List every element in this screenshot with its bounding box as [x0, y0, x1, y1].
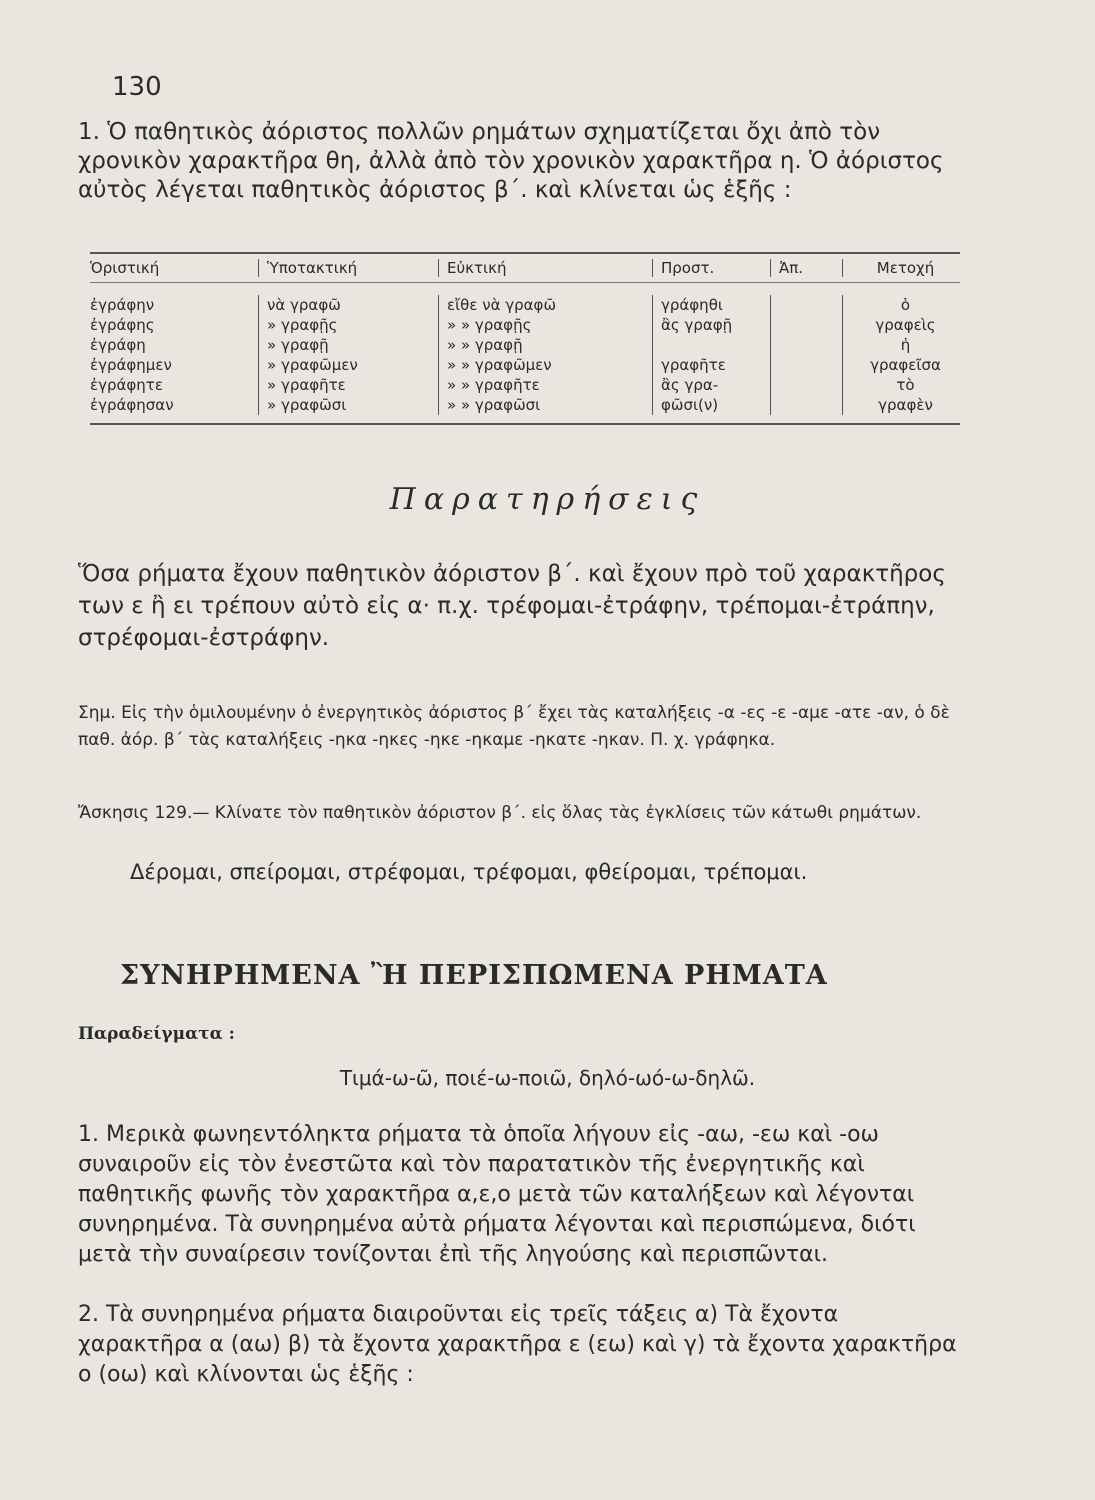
table-cell: ἐγράφησαν [90, 396, 174, 414]
table-cell [779, 335, 842, 355]
column-optative [438, 295, 652, 415]
table-cell [779, 355, 842, 375]
table-cell: » » γραφῶμεν [447, 356, 552, 374]
column-imperative [652, 295, 770, 415]
table-cell: » γραφῶμεν [267, 356, 358, 374]
header-indicative: Ὁριστική [90, 259, 160, 277]
table-cell: ἐγράφης [90, 316, 155, 334]
conjugation-table [90, 252, 960, 425]
table-cell: » γραφῆτε [267, 376, 346, 394]
paragraph-contracted-verbs: 1. Μερικὰ φωνηεντόληκτα ρήματα τὰ ὁποῖα λήγουν εἰς -αω, -εω καὶ -οω συναιροῦν εἰς τὸν ἐνεστῶτα καὶ τὸν παρατατικὸν τῆς ἐνεργητικῆς καὶ παθητικῆς φωνῆς τὸν χαρακτῆρα α,ε,ο μετὰ τῶν καταλήξεων καὶ λέγονται συνηρημένα. Τὰ συνηρημένα αὐτὰ ρήματα λέγονται καὶ περισπώμενα, διότι μετὰ τὴν συναίρεσιν τονίζονται ἐπὶ τῆς ληγούσης καὶ περισπῶνται. [78, 1122, 916, 1267]
table-cell: γραφὲν [878, 396, 933, 414]
table-cell: » » γραφῶσι [447, 396, 541, 414]
section-title-observations: Παρατηρήσεις [389, 482, 706, 517]
table-cell: » γραφῇς [267, 316, 338, 334]
column-indicative [90, 295, 258, 415]
paragraph-verb-classes: 2. Τὰ συνηρημένα ρήματα διαιροῦνται εἰς τρεῖς τάξεις α) Τὰ ἔχοντα χαρακτῆρα α (αω) β) τὰ ἔχοντα χαρακτῆρα ε (εω) καὶ γ) τὰ ἔχοντα χαρακτῆρα ο (οω) καὶ κλίνονται ὡς ἑξῆς : [78, 1302, 957, 1387]
header-infinitive: Ἀπ. [770, 259, 842, 277]
table-cell: γράφηθι [661, 296, 723, 314]
table-cell: » γραφῶσι [267, 396, 347, 414]
chapter-heading: ΣΥΝΗΡΗΜΕΝΑ Ἢ ΠΕΡΙΣΠΩΜΕΝΑ ΡΗΜΑΤΑ [120, 960, 828, 991]
header-subjunctive: Ὑποτακτική [258, 259, 438, 277]
table-cell: » γραφῇ [267, 336, 329, 354]
paragraph-intro: 1. Ὁ παθητικὸς ἀόριστος πολλῶν ρημάτων σχηματίζεται ὄχι ἀπὸ τὸν χρονικὸν χαρακτῆρα θη, ἀλλὰ ἀπὸ τὸν χρονικὸν χαρακτῆρα η. Ὁ ἀόριστος αὐτὸς λέγεται παθητικὸς ἀόριστος β΄. καὶ κλίνεται ὡς ἑξῆς : [78, 119, 944, 203]
table-cell: ἐγράφημεν [90, 356, 172, 374]
table-header-row [90, 254, 960, 283]
table-cell: νὰ γραφῶ [267, 296, 341, 314]
table-cell: γραφεῖσα [870, 356, 941, 374]
table-cell [661, 335, 770, 355]
table-cell: ἂς γρα- [661, 376, 719, 394]
table-bottom-rule [90, 423, 960, 425]
exercise-paragraph: Ἄσκησις 129.— Κλίνατε τὸν παθητικὸν ἀόριστον β΄. εἰς ὅλας τὰς ἐγκλίσεις τῶν κάτωθι ρημάτων. [78, 803, 922, 823]
table-cell: ἂς γραφῇ [661, 316, 733, 334]
exercise-words: Δέρομαι, σπείρομαι, στρέφομαι, τρέφομαι, φθείρομαι, τρέπομαι. [130, 860, 808, 884]
page-number: 130 [112, 72, 162, 102]
table-cell: τὸ [896, 376, 915, 394]
column-subjunctive [258, 295, 438, 415]
examples-line: Τιμά-ω-ῶ, ποιέ-ω-ποιῶ, δηλό-ωό-ω-δηλῶ. [339, 1066, 756, 1090]
table-cell: ἐγράφη [90, 336, 146, 354]
table-body [90, 283, 960, 415]
column-participle [842, 295, 960, 415]
table-cell: » » γραφῇ [447, 336, 523, 354]
table-cell [779, 375, 842, 395]
table-cell: » » γραφῇς [447, 316, 532, 334]
table-cell: ἐγράφην [90, 296, 155, 314]
table-cell: ἐγράφητε [90, 376, 163, 394]
table-cell: γραφεὶς [875, 316, 936, 334]
table-cell: ὁ [900, 296, 911, 314]
table-cell: γραφῆτε [661, 356, 726, 374]
table-cell: φῶσι(ν) [661, 396, 719, 414]
examples-label: Παραδείγματα : [78, 1024, 235, 1044]
header-participle: Μετοχή [842, 259, 960, 277]
table-cell: εἴθε νὰ γραφῶ [447, 296, 557, 314]
table-cell [779, 395, 842, 415]
table-cell: » » γραφῆτε [447, 376, 540, 394]
paragraph-observation: Ὅσα ρήματα ἔχουν παθητικὸν ἀόριστον β΄. καὶ ἔχουν πρὸ τοῦ χαρακτῆρος των ε ἢ ει τρέπουν αὐτὸ εἰς α· π.χ. τρέφομαι-ἐτράφην, τρέπομαι-ἐτράπην, στρέφομαι-ἐστράφην. [78, 561, 946, 651]
header-imperative: Προστ. [652, 259, 770, 277]
column-infinitive [770, 295, 842, 415]
header-optative: Εὐκτική [438, 259, 652, 277]
table-cell [779, 295, 842, 315]
table-cell: ἡ [900, 336, 911, 354]
table-cell [779, 315, 842, 335]
note-paragraph: Σημ. Εἰς τὴν ὁμιλουμένην ὁ ἐνεργητικὸς ἀόριστος β΄ ἔχει τὰς καταλήξεις -α -ες -ε -αμε -ατε -αν, ὁ δὲ παθ. ἀόρ. β΄ τὰς καταλήξεις -ηκα -ηκες -ηκε -ηκαμε -ηκατε -ηκαν. Π. χ. γράφηκα. [78, 703, 950, 750]
